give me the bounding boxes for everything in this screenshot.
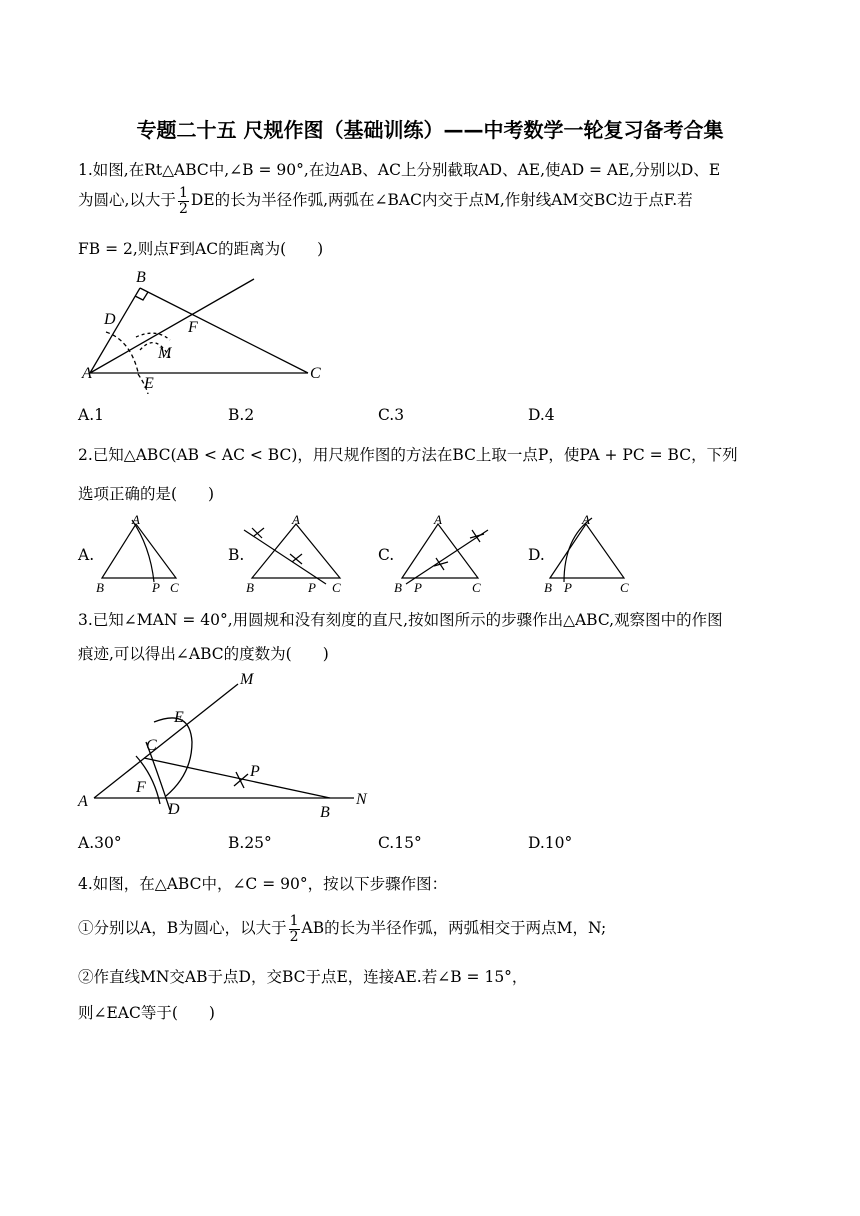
q1-figure xyxy=(78,262,338,394)
q2a-label-A: A xyxy=(132,512,140,527)
q2-text-line1: 2.已知△ABC(AB < AC < BC)，用尺规作图的方法在BC上取一点P，使PA + PC = BC，下列 xyxy=(78,446,738,464)
q1-text-line1: 1.如图,在Rt△ABC中,∠B = 90°,在边AB、AC上分别截取AD、AE,使AD = AE,分别以D、E xyxy=(78,161,721,179)
q2b-label-B: B xyxy=(246,580,254,595)
q4-text-line2 xyxy=(78,914,606,944)
q2d-label-C: C xyxy=(620,580,629,595)
q2a-label-B: B xyxy=(96,580,104,595)
q2c-label-B: B xyxy=(394,580,402,595)
q4-text-line2b: AB的长为半径作弧，两弧相交于两点M，N; xyxy=(301,919,607,938)
q1-label-C: C xyxy=(310,365,321,382)
q3-option-d[interactable]: D.10° xyxy=(528,834,573,852)
q2c-label-A: A xyxy=(434,512,442,527)
q3-label-D: D xyxy=(168,801,180,818)
q1-label-F: F xyxy=(188,319,198,336)
q1-option-a[interactable]: A.1 xyxy=(78,406,104,424)
q2-figure-d xyxy=(540,512,636,596)
q4-text-line2a: ①分别以A，B为圆心，以大于 xyxy=(78,919,287,938)
q2-option-a[interactable]: A. xyxy=(78,546,95,564)
q2-figure-a xyxy=(92,512,188,596)
q4-text-line1: 4.如图，在△ABC中，∠C = 90°，按以下步骤作图： xyxy=(78,875,448,893)
q3-label-P: P xyxy=(250,763,260,780)
q1-text-line2 xyxy=(78,186,693,216)
q3-figure xyxy=(74,664,384,824)
q1-label-E: E xyxy=(144,375,154,392)
q3-label-N: N xyxy=(356,791,367,808)
q2-figure-b xyxy=(236,512,352,596)
q2-option-d[interactable]: D. xyxy=(528,546,545,564)
q2b-label-A: A xyxy=(292,512,300,527)
q2c-label-C: C xyxy=(472,580,481,595)
q2-option-c[interactable]: C. xyxy=(378,546,395,564)
q2-figure-c xyxy=(392,512,496,596)
q1-option-d[interactable]: D.4 xyxy=(528,406,555,424)
q4-text-line4: 则∠EAC等于( ) xyxy=(78,1004,215,1022)
q1-option-b[interactable]: B.2 xyxy=(228,406,255,424)
q3-label-M: M xyxy=(240,671,254,688)
q1-label-A: A xyxy=(82,365,92,382)
q2c-label-P: P xyxy=(414,580,422,595)
q4-fraction-denominator: 2 xyxy=(289,928,299,945)
page-title: 专题二十五 尺规作图（基础训练）——中考数学一轮复习备考合集 xyxy=(136,118,724,142)
q1-fraction xyxy=(178,186,189,216)
q1-fraction-numerator: 1 xyxy=(178,185,188,201)
q2d-label-P: P xyxy=(564,580,572,595)
q3-label-B: B xyxy=(320,804,330,821)
q1-label-B: B xyxy=(136,269,146,286)
q1-label-D: D xyxy=(104,311,116,328)
q4-fraction-numerator: 1 xyxy=(289,913,299,929)
q1-fraction-denominator: 2 xyxy=(178,200,188,217)
q3-label-F: F xyxy=(136,779,146,796)
q1-text-line2a: 为圆心,以大于 xyxy=(78,191,176,210)
q4-fraction xyxy=(289,914,300,944)
q3-text-line1: 3.已知∠MAN = 40°,用圆规和没有刻度的直尺,按如图所示的步骤作出△ABC,观察图中的作图 xyxy=(78,611,723,629)
q1-label-M: M xyxy=(158,345,172,362)
q2b-label-P: P xyxy=(308,580,316,595)
q3-option-c[interactable]: C.15° xyxy=(378,834,422,852)
q2a-label-C: C xyxy=(170,580,179,595)
q4-text-line3: ②作直线MN交AB于点D，交BC于点E，连接AE.若∠B = 15°， xyxy=(78,968,528,986)
q3-text-line2: 痕迹,可以得出∠ABC的度数为( ) xyxy=(78,645,329,663)
q2-text-line2: 选项正确的是( ) xyxy=(78,485,215,503)
q2d-label-A: A xyxy=(582,512,590,527)
q2d-label-B: B xyxy=(544,580,552,595)
q3-label-C: C xyxy=(146,737,157,754)
q1-option-c[interactable]: C.3 xyxy=(378,406,405,424)
q2a-label-P: P xyxy=(152,580,160,595)
q3-label-A: A xyxy=(78,793,88,810)
q1-text-line3: FB = 2,则点F到AC的距离为( ) xyxy=(78,240,324,258)
q1-text-line2b: DE的长为半径作弧,两弧在∠BAC内交于点M,作射线AM交BC边于点F.若 xyxy=(190,191,693,210)
q2b-label-C: C xyxy=(332,580,341,595)
q3-option-b[interactable]: B.25° xyxy=(228,834,272,852)
q3-label-E: E xyxy=(174,709,184,726)
q3-option-a[interactable]: A.30° xyxy=(78,834,122,852)
q2-option-b[interactable]: B. xyxy=(228,546,245,564)
